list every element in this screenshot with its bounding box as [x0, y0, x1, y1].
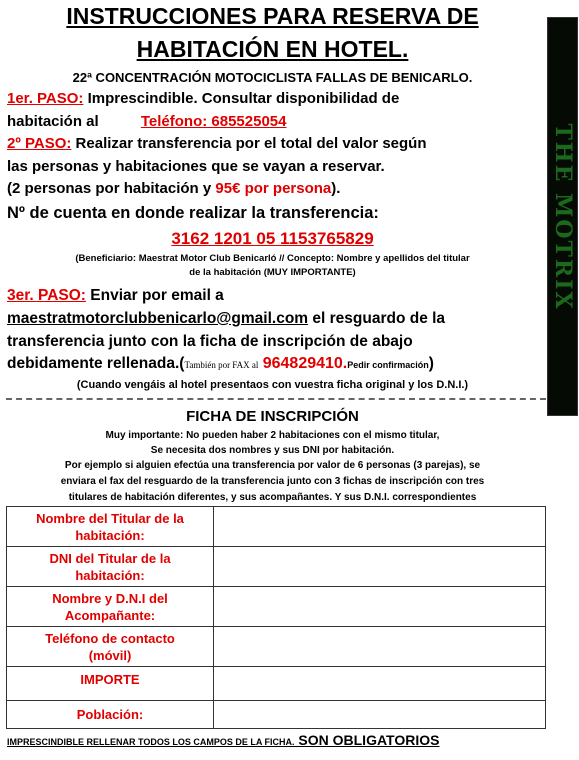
banner-logo-text: THE MOTRIX: [549, 122, 576, 311]
fax-confirm: Pedir confirmación: [347, 360, 429, 370]
step2-text: Realizar transferencia por el total del valor según: [71, 135, 427, 152]
step3-line4: [7, 355, 434, 373]
form-row-holder-name: [7, 507, 546, 547]
step3-text2: el resguardo de la: [308, 310, 446, 327]
label-amount: IMPORTE: [7, 667, 214, 701]
step2-text3b: ).: [331, 180, 341, 197]
step1-text: Imprescindible. Consultar disponibilidad de: [83, 90, 400, 107]
label-companion: Nombre y D.N.I del Acompañante:: [7, 587, 214, 627]
label-holder-name: Nombre del Titular de la habitación:: [7, 507, 214, 547]
step2-line3: [7, 180, 340, 197]
footer-big: SON OBLIGATORIOS: [294, 732, 440, 748]
step3-line3: transferencia junto con la ficha de inscripción de abajo: [7, 333, 413, 350]
footer-small: IMPRESCINDIBLE RELLENAR TODOS LOS CAMPOS DE LA FICHA.: [7, 737, 295, 747]
form-row-town: [7, 701, 546, 729]
event-subtitle: 22ª CONCENTRACIÓN MOTOCICLISTA FALLAS DE BENICARLO.: [72, 70, 473, 85]
form-title: FICHA DE INSCRIPCIÓN: [186, 408, 359, 425]
note-line3: Por ejemplo si alguien efectúa una transferencia por valor de 6 personas (3 parejas), se: [64, 460, 481, 471]
step3-line2: [7, 310, 445, 328]
registration-form-table: [6, 506, 546, 729]
note-line5: titulares de habitación diferentes, y sus acompañantes. Y sus D.N.I. correspondientes: [68, 492, 477, 503]
page-title-line2: HABITACIÓN EN HOTEL.: [136, 36, 409, 62]
account-number: 3162 1201 05 1153765829: [171, 229, 374, 248]
field-amount[interactable]: [214, 667, 546, 701]
beneficiary-line1: (Beneficiario: Maestrat Motor Club Benicarló // Concepto: Nombre y apellidos del titular: [75, 253, 470, 264]
label-holder-dni: DNI del Titular de la habitación:: [7, 547, 214, 587]
field-holder-dni[interactable]: [214, 547, 546, 587]
label-town: Población:: [7, 701, 214, 729]
side-banner-image: [547, 17, 578, 416]
footer-note: [7, 732, 439, 750]
step1-line: [7, 90, 399, 107]
fax-label: También por FAX al: [184, 360, 259, 370]
price-per-person: 95€ por persona: [215, 180, 332, 197]
step2-label: 2º PASO:: [7, 135, 72, 152]
step1-text2: habitación al: [7, 113, 99, 130]
step2-line: [7, 135, 427, 152]
hotel-note: (Cuando vengáis al hotel presentaos con vuestra ficha original y los D.N.I.): [76, 379, 469, 391]
form-row-companion: [7, 587, 546, 627]
phone-number: Teléfono: 685525054: [140, 113, 287, 130]
beneficiary-line2: de la habitación (MUY IMPORTANTE): [189, 267, 356, 278]
form-row-phone: [7, 627, 546, 667]
step3-text: Enviar por email a: [85, 287, 224, 304]
page-title-line1: INSTRUCCIONES PARA RESERVA DE: [66, 3, 479, 29]
step1-label: 1er. PASO:: [7, 90, 84, 107]
field-companion[interactable]: [214, 587, 546, 627]
account-heading: Nº de cuenta en donde realizar la transferencia:: [7, 204, 379, 222]
field-town[interactable]: [214, 701, 546, 729]
step2-text3a: (2 personas por habitación y: [7, 180, 216, 197]
step1-line2: [7, 113, 287, 130]
step3-close: ): [428, 355, 434, 372]
email-link[interactable]: maestratmotorclubbenicarlo@gmail.com: [7, 310, 309, 327]
field-holder-name[interactable]: [214, 507, 546, 547]
fax-number: 964829410.: [262, 355, 348, 372]
note-line2: Se necesita dos nombres y sus DNI por habitación.: [150, 445, 395, 456]
field-phone[interactable]: [214, 627, 546, 667]
step3-line: [7, 287, 224, 305]
dashed-separator: [6, 398, 546, 400]
form-row-holder-dni: [7, 547, 546, 587]
label-phone: Teléfono de contacto (móvil): [7, 627, 214, 667]
note-line1: Muy importante: No pueden haber 2 habitaciones con el mismo titular,: [105, 430, 440, 441]
form-row-amount: [7, 667, 546, 701]
step3-label: 3er. PASO:: [7, 287, 86, 304]
step3-text4: debidamente rellenada.(: [7, 355, 185, 372]
note-line4: enviara el fax del resguardo de la transferencia junto con 3 fichas de inscripción con tres: [60, 476, 485, 487]
step2-line2: las personas y habitaciones que se vayan a reservar.: [7, 158, 385, 175]
